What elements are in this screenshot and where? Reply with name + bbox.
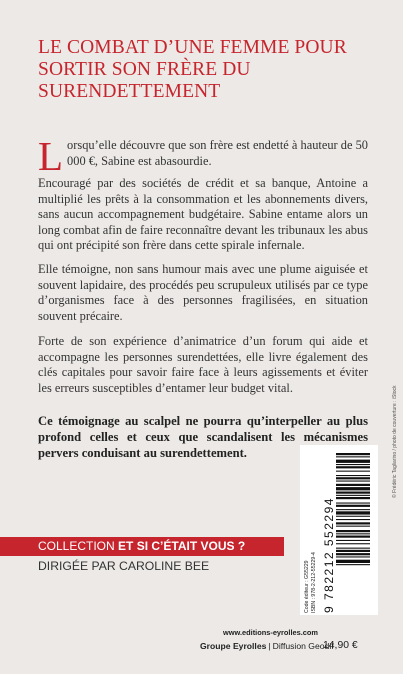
paragraph-intro-text: orsqu’elle découvre que son frère est endetté à hauteur de 50 000 €, Sabine est abasourdie. xyxy=(67,138,368,168)
barcode-icon xyxy=(336,451,372,609)
isbn-text: ISBN : 978-2-212-55229-4 xyxy=(311,552,317,613)
highlight-quote: Ce témoignage au scalpel ne pourra qu’interpeller au plus profond celles et ceux que scandalisent les mécanismes pervers conduisant au surendettement. xyxy=(38,414,368,460)
paragraph-intro xyxy=(38,133,368,179)
website-link[interactable]: www.editions-eyrolles.com xyxy=(223,628,319,637)
publisher-line xyxy=(200,641,334,651)
barcode-info xyxy=(304,552,318,613)
paragraph-story: Encouragé par des sociétés de crédit et sa banque, Antoine a multiplié les prêts à la consommation et les abonnements divers, sans aucun accompagnement budgétaire. Sabine entame alors un long combat afin de faire reconnaître devant les tribunaux les abus qui ont précipité son frère dans cette spirale infernale. xyxy=(38,176,368,253)
cover-title: LE COMBAT D’UNE FEMME POUR SORTIR SON FRÈRE DU SURENDETTEMENT xyxy=(38,37,347,102)
collection-banner xyxy=(0,537,284,556)
barcode-digits: 9 782212 552294 xyxy=(322,497,336,613)
publisher-group: Groupe Eyrolles xyxy=(200,641,267,651)
directed-by: DIRIGÉE PAR CAROLINE BEE xyxy=(38,559,210,573)
collection-name: ET SI C’ÉTAIT VOUS ? xyxy=(118,539,246,553)
photo-credit: © Frédéric Tagliarino / photo de couverture : iStock xyxy=(392,385,398,498)
barcode-block xyxy=(300,445,378,615)
publisher-separator: | xyxy=(268,641,271,651)
drop-cap: L xyxy=(38,133,64,179)
paragraph-testimony: Elle témoigne, non sans humour mais avec une plume aiguisée et souvent lapidaire, des procédés peu scrupuleux utilisés par ce type d’organismes face à des personnes fragilisées, en situation souvent précaire. xyxy=(38,262,368,323)
publisher-distribution: Diffusion Geodif xyxy=(272,641,334,651)
editor-code: Code éditeur : G55229 xyxy=(304,560,310,613)
price-label: 14,90 € xyxy=(323,640,358,651)
paragraph-experience: Forte de son expérience d’animatrice d’un forum qui aide et accompagne les personnes surendettées, elle livre également des clés capitales pour savoir faire face à leurs agissements et éviter les erreurs susceptibles d’entamer leur budget vital. xyxy=(38,334,368,395)
collection-label: COLLECTION xyxy=(38,539,115,553)
